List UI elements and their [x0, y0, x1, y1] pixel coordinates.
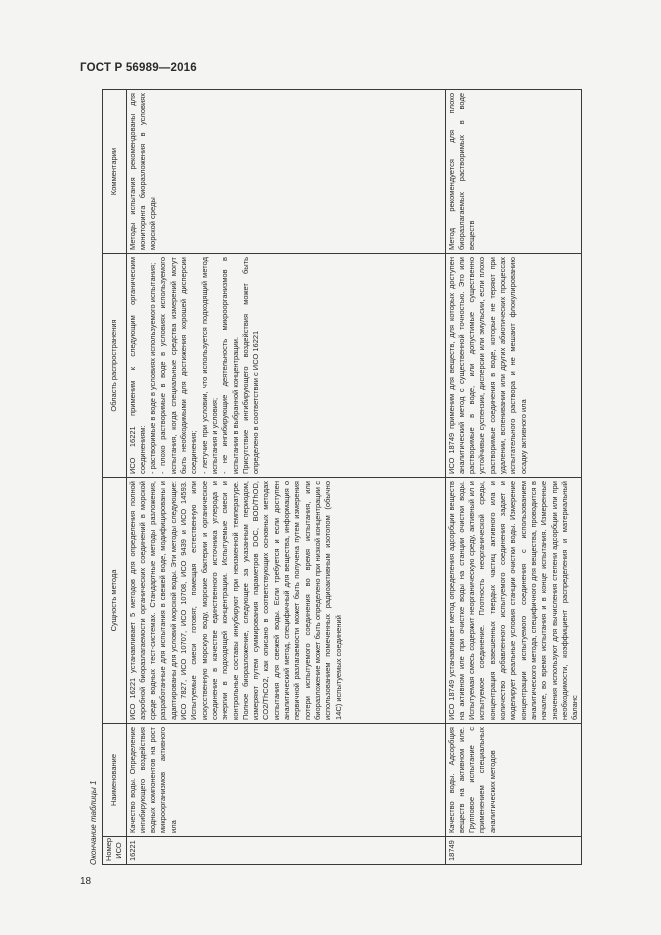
comment-cell	[126, 90, 445, 254]
comment-text: Методы испытания рекомендованы для мониторинга биоразложения в условиях морской среды	[127, 93, 158, 250]
method-text: ИСО 18749 устанавливает метод определения адсорбции веществ на активном иле при очистке воды на станции очистки воды. Испытуемая смесь содержит неорганическую среду, активный ил и испытуемое соединение. Плотность неорганической среды, концентрация взвешенных твердых частиц активного ила и количество добавленного испытуемого соединения задает и моделирует реальные условия станции очистки воды. Измерение концентрации испытуемого соединения с использованием аналитического метода, специфичного для вещества, проводится в начале, во время испытания и в конце испытания. Измеренные значения используют для вычисления степени адсорбции или при необходимости, коэффициент распределения и материальный баланс	[446, 481, 580, 720]
document-header-title: ГОСТ Р 56989—2016	[80, 62, 197, 74]
iso-standards-table	[102, 89, 582, 865]
method-cell	[126, 478, 445, 724]
scope-line: Присутствие ингибирующего воздействия может быть определено в соответствии с ИСО 16221	[240, 257, 261, 474]
iso-number-cell: 18749	[445, 837, 582, 865]
table-header-row	[103, 90, 127, 865]
table-caption: Окончание таблицы 1	[89, 780, 98, 865]
method-text: ИСО 16221 устанавливает 5 методов для определения полной аэробной биоразлагаемости органических соединений в морской среде водных тест-системах. Стандартные методы разложения, разработанные для испытания в свежей воде, модифицированы и адаптированы для условий морской воды. Эти методы следующие: ИСО 7827, ИСО 10707, ИСО 10708, ИСО 9439 и ИСО 14593. Испытуемые смеси готовят, помещая естественную или искусственную морскую воду, морские бактерии и органическое соединение в качестве единственного источника углерода и энергии в подходящей концентрации. Испытуемые смеси и контрольные составы инкубируют при неизменной температуре. Полное биоразложение, следующее за указанным периодом, измеряют путем суммирования параметров DOC, BOD/ThOD, CO2/ThCO2, как описано в соответствующих основных методах испытания для свежей воды. Если требуется и если доступен аналитический метод, специфичный для вещества, информация о первичной разлагаемости может быть получена путем измерения потери испытуемого соединения во время испытания, или биоразложение может быть определено при низкой концентрации с использованием помеченных радиоактивным изотопом (обычно 14С) испытуемых соединений	[127, 481, 343, 720]
name-cell	[126, 724, 445, 837]
scope-line: - растворимые в воде в условиях используемого испытания;	[148, 262, 158, 474]
rotated-table-container	[88, 90, 580, 865]
scope-cell	[126, 254, 445, 478]
table-row	[126, 90, 445, 865]
name-text: Качество воды. Определение ингибирующего воздействия водных компонентов на рост микроорганизмов активного ила	[127, 727, 178, 833]
column-header-scope: Область распространения	[103, 254, 127, 478]
scope-line: - не ингибирующие деятельность микроорганизмов в испытании в выбранной концентрации.	[220, 257, 240, 474]
comment-cell	[445, 90, 582, 254]
method-cell	[445, 478, 582, 724]
column-header-comment: Комментарии	[103, 90, 127, 254]
column-header-iso: Номер ИСО	[103, 837, 127, 865]
column-header-name: Наименование	[103, 724, 127, 837]
name-text: Качество воды. Адсорбция веществ на активном иле. Групповое испытание с применением специальных аналитических методов	[446, 727, 497, 833]
scope-cell	[445, 254, 582, 478]
table-row	[445, 90, 582, 865]
scope-line: ИСО 18749 применим для веществ, для которых доступен аналитический метод с существенной точностью. Это или растворимые в воде, или допустимые существенно устойчивые суспензии, дисперсии или эмульсии, если плохо растворимые соединения в воде, которые не теряют при удалении, вспенивании или других абиотических процессах испытательного раствора и не мешают флокулированию осадку активного ила	[446, 257, 528, 474]
name-cell	[445, 724, 582, 837]
scope-line: - летучие при условии, что используется подходящий метод испытания и условия;	[199, 257, 219, 474]
scope-line: ИСО 16221 применим к следующим органическим соединениям:	[127, 257, 147, 474]
comment-text: Метод рекомендуется для плохо биоразлагаемых растворимых в воде веществ	[446, 93, 477, 250]
scope-line: - плохо растворимые в воде в условиях используемого испытания, когда специальные средства измерений могут быть необходимыми для достижения хорошей дисперсии соединения;	[158, 257, 199, 474]
column-header-method: Сущность метода	[103, 478, 127, 724]
page-number: 18	[80, 876, 92, 887]
iso-number-cell: 16221	[126, 837, 445, 865]
